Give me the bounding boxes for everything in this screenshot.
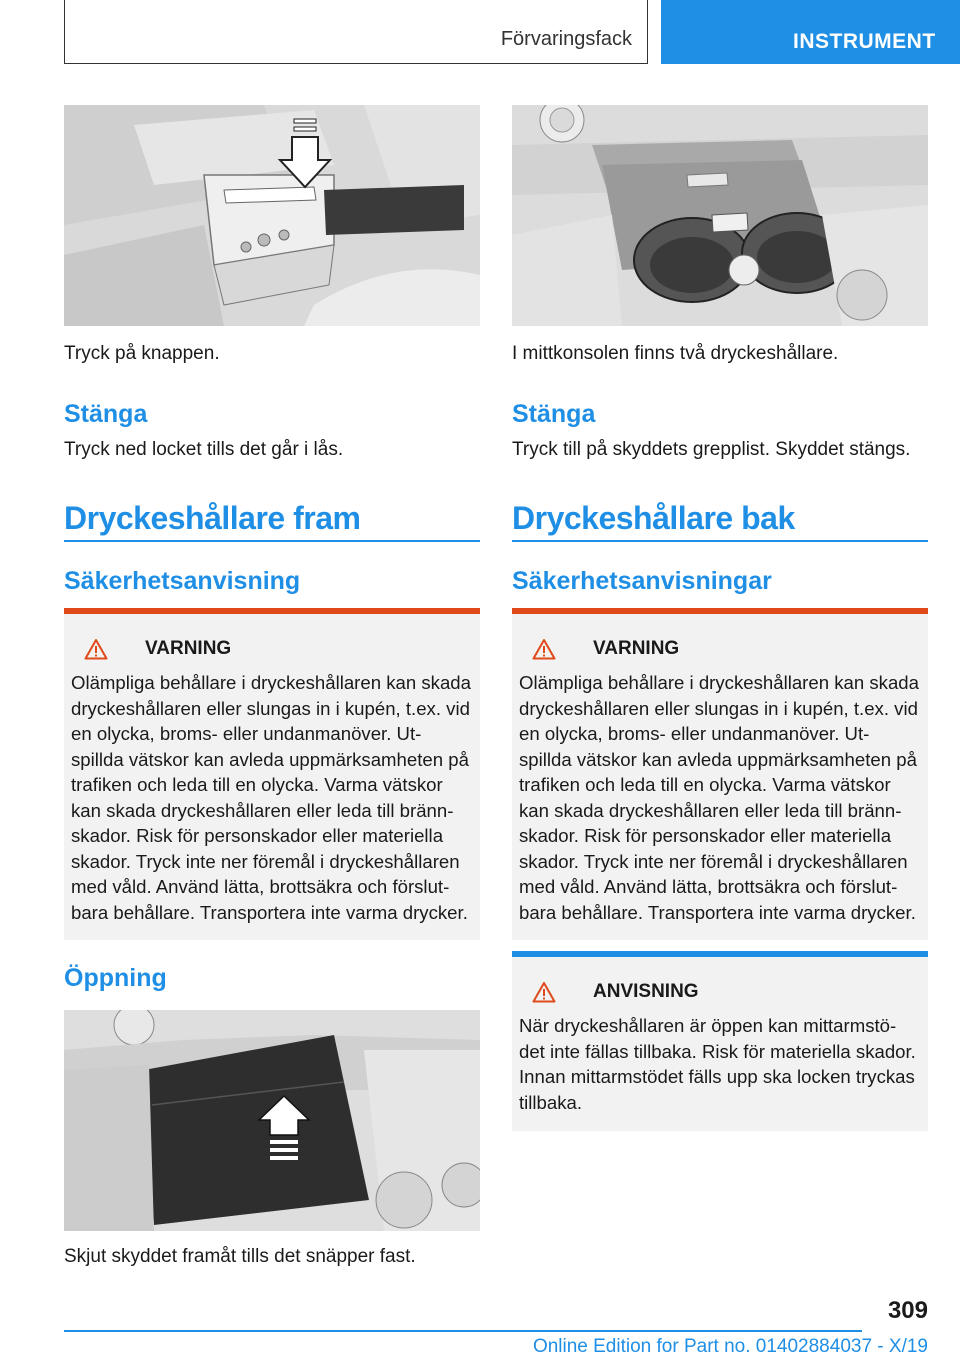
text-close-right: Tryck till på skyddets grepplist. Skyddet stängs.: [512, 439, 911, 460]
photo-rear-armrest-button: [64, 105, 480, 326]
warning-triangle-icon: [532, 638, 556, 660]
caption-press-button: Tryck på knappen.: [64, 343, 220, 364]
title-rule-right: [512, 540, 928, 542]
title-rear-cupholder: Dryckeshållare bak: [512, 500, 795, 536]
warning-box-right: [512, 608, 928, 940]
title-front-cupholder: Dryckeshållare fram: [64, 500, 361, 536]
footer-edition-link[interactable]: Online Edition for Part no. 01402884037 - X/19: [532, 1336, 928, 1357]
notice-text: När dryckeshållaren är öppen kan mittarmstö-det inte fällas tillbaka. Risk för materiella skador. Innan mittarmstödet fälls upp ska locken tryckas tillbaka.: [519, 1015, 916, 1113]
notice-box-right: [512, 951, 928, 1131]
notice-triangle-icon: [532, 981, 556, 1003]
heading-close-left: Stänga: [64, 400, 148, 428]
warning-triangle-icon: [84, 638, 108, 660]
warning-box-left: [64, 608, 480, 940]
heading-safety-left: Säkerhetsanvisning: [64, 567, 301, 595]
photo-center-console-cupholders: [512, 105, 928, 326]
caption-slide-cover: Skjut skyddet framåt tills det snäpper fast.: [64, 1246, 416, 1267]
heading-close-right: Stänga: [512, 400, 596, 428]
heading-safety-right: Säkerhetsanvisningar: [512, 567, 772, 595]
warning-label-right: VARNING: [593, 638, 680, 659]
footer-rule: [64, 1330, 862, 1332]
photo-slide-cover: [64, 1010, 480, 1231]
warning-text-right: Olämpliga behållare i dryckeshållaren kan skada dryckeshållaren eller slungas in i kupén, t.ex. vid en olycka, broms- eller undanmanöver. Ut-spillda vätskor kan avleda uppmärksamheten på trafiken och leda till en olycka. Varma vätskor kan skada dryckeshållaren eller leda till bränn-skador. Risk för personskador eller materiella skador. Tryck inte ner föremål i dryckeshållaren med våld. Använd lätta, brottsäkra och förslut-bara behållare. Transportera inte varma drycker.: [519, 672, 919, 923]
warning-label-left: VARNING: [145, 638, 232, 659]
page-number: 309: [887, 1297, 928, 1324]
header-chapter-tab[interactable]: INSTRUMENT: [661, 0, 960, 64]
notice-label: ANVISNING: [593, 981, 699, 1002]
header-section-title: Förvaringsfack: [500, 28, 632, 50]
text-close-left: Tryck ned locket tills det går i lås.: [64, 439, 344, 460]
caption-two-cupholders: I mittkonsolen finns två dryckeshållare.: [512, 343, 839, 364]
warning-text-left: Olämpliga behållare i dryckeshållaren kan skada dryckeshållaren eller slungas in i kupén, t.ex. vid en olycka, broms- eller undanmanöver. Ut-spillda vätskor kan avleda uppmärksamheten på trafiken och leda till en olycka. Varma vätskor kan skada dryckeshållaren eller leda till bränn-skador. Risk för personskador eller materiella skador. Tryck inte ner föremål i dryckeshållaren med våld. Använd lätta, brottsäkra och förslut-bara behållare. Transportera inte varma drycker.: [71, 672, 471, 923]
heading-opening: Öppning: [64, 964, 167, 992]
title-rule-left: [64, 540, 480, 542]
